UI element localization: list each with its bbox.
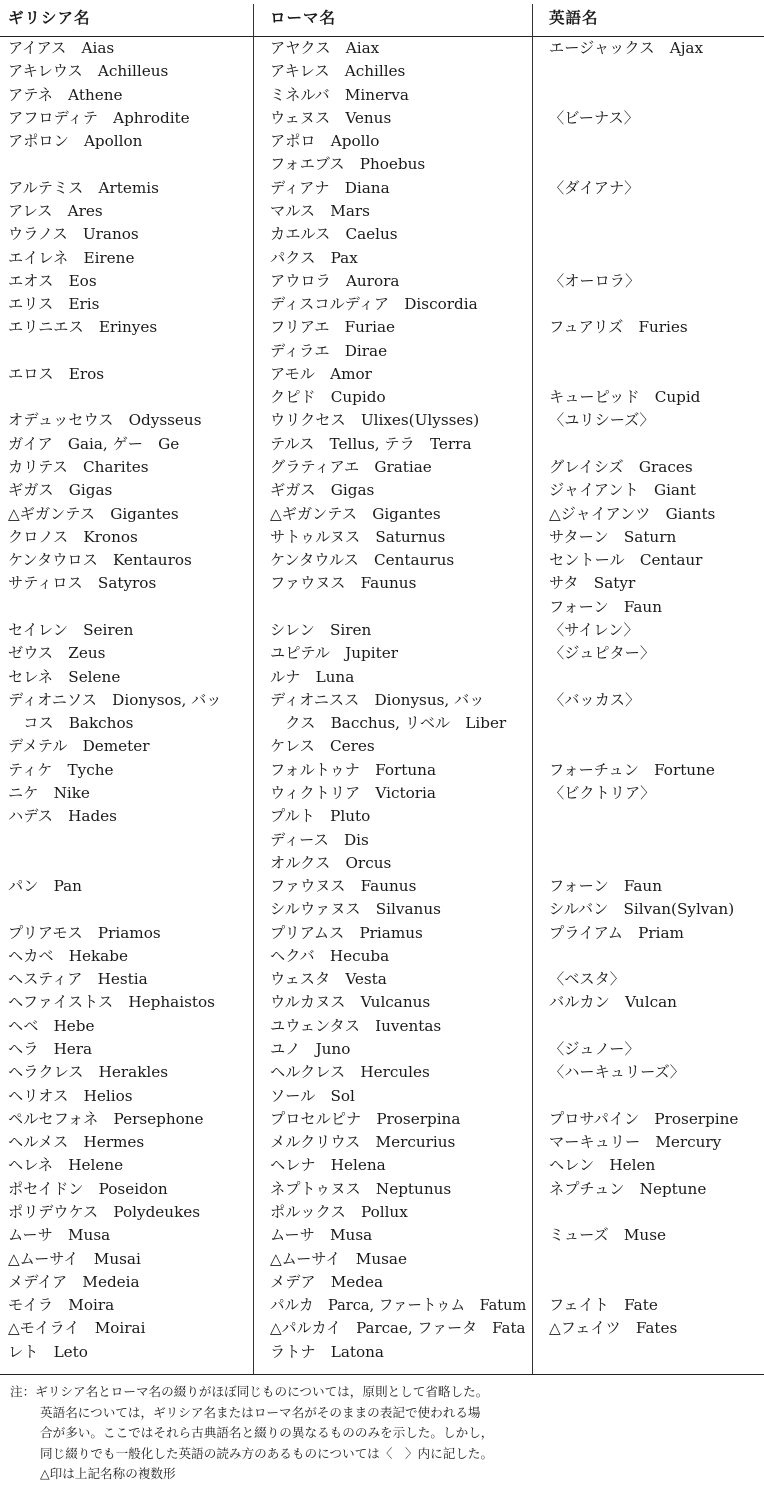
header-greek: ギリシア名 — [8, 9, 91, 27]
english-name: 〈バッカス〉 — [549, 690, 641, 709]
roman-name: ヘルクレス Hercules — [270, 1063, 430, 1082]
roman-name: フォルトゥナ Fortuna — [270, 760, 437, 779]
note-line: 同じ綴りでも一般化した英語の読み方のあるものについては〈 〉内に記した。 — [40, 1445, 494, 1461]
roman-name: カエルス Caelus — [270, 225, 398, 244]
roman-name: ディオニスス Dionysus, バッ — [270, 690, 485, 709]
greek-name: ポリデウケス Polydeukes — [8, 1203, 201, 1221]
english-name: キューピッド Cupid — [549, 388, 701, 407]
english-name: バルカン Vulcan — [549, 993, 677, 1012]
roman-name: ケレス Ceres — [270, 737, 375, 756]
greek-name: レト Leto — [8, 1342, 88, 1361]
english-name: フォーチュン Fortune — [549, 760, 715, 779]
greek-name: ウラノス Uranos — [8, 225, 139, 244]
roman-name: アキレス Achilles — [270, 62, 406, 81]
roman-name: ウェヌス Venus — [270, 108, 392, 127]
english-name: プライアム Priam — [549, 923, 684, 942]
table-header — [0, 0, 764, 37]
greek-name: ポセイドン Poseidon — [8, 1179, 168, 1198]
greek-name: エリニエス Erinyes — [8, 318, 158, 337]
english-name: 〈ビーナス〉 — [549, 108, 639, 127]
greek-name: ゼウス Zeus — [8, 644, 106, 663]
roman-name: △ギガンテス Gigantes — [270, 504, 441, 523]
roman-name: フリアエ Furiae — [270, 318, 396, 337]
roman-name: フォエブス Phoebus — [270, 155, 426, 174]
english-name: ヘレン Helen — [549, 1156, 656, 1175]
roman-name: ユノ Juno — [270, 1040, 351, 1059]
roman-name: アヤクス Aiax — [270, 39, 380, 57]
greek-name: ヘファイストス Hephaistos — [8, 993, 215, 1012]
roman-name: ミネルバ Minerva — [270, 85, 409, 104]
roman-name: シルウァヌス Silvanus — [270, 900, 441, 919]
roman-name: ムーサ Musa — [270, 1226, 373, 1245]
roman-name: プルト Pluto — [270, 807, 371, 826]
roman-name: アポロ Apollo — [270, 132, 380, 151]
english-name: 〈オーロラ〉 — [549, 271, 641, 290]
english-name: フェイト Fate — [549, 1296, 658, 1315]
greek-name: △モイライ Moirai — [8, 1319, 146, 1338]
roman-name: マルス Mars — [270, 201, 370, 220]
greek-name: アキレウス Achilleus — [8, 62, 169, 81]
english-name: マーキュリー Mercury — [549, 1133, 722, 1152]
roman-name: プロセルピナ Proserpina — [270, 1109, 461, 1128]
greek-name: ティケ Tyche — [8, 760, 114, 779]
roman-name: パルカ Parca, ファートゥム Fatum — [270, 1296, 527, 1315]
english-name: エージャックス Ajax — [549, 39, 704, 57]
roman-name: メデア Medea — [270, 1272, 384, 1291]
english-name: 〈ジュノー〉 — [549, 1040, 640, 1059]
roman-name: △パルカイ Parcae, ファータ Fata — [270, 1319, 526, 1338]
greek-name: セイレン Seiren — [8, 621, 134, 639]
english-name: ミューズ Muse — [549, 1226, 666, 1245]
greek-name: ペルセフォネ Persephone — [8, 1109, 204, 1128]
greek-name: オデュッセウス Odysseus — [8, 411, 202, 430]
column-divider-1 — [253, 4, 254, 1374]
greek-name: アポロン Apollon — [8, 132, 143, 151]
roman-name: ウリクセス Ulixes(Ulysses) — [270, 411, 480, 430]
greek-name: コス Bakchos — [8, 714, 134, 733]
roman-name: ウルカヌス Vulcanus — [270, 993, 431, 1012]
roman-name: ラトナ Latona — [270, 1342, 384, 1361]
english-name: 〈ハーキュリーズ〉 — [549, 1063, 685, 1082]
greek-name: クロノス Kronos — [8, 527, 138, 546]
greek-name: ガイア Gaia, ゲー Ge — [8, 434, 180, 453]
roman-name: オルクス Orcus — [270, 853, 392, 872]
roman-name: ファウヌス Faunus — [270, 877, 417, 896]
roman-name: ヘレナ Helena — [270, 1156, 386, 1175]
greek-name: ギガス Gigas — [8, 481, 113, 500]
roman-name: クス Bacchus, リベル Liber — [270, 714, 507, 733]
greek-name: ヘスティア Hestia — [8, 970, 148, 989]
roman-name: アモル Amor — [270, 364, 372, 383]
english-name: サターン Saturn — [549, 527, 677, 546]
roman-name: ウィクトリア Victoria — [270, 783, 436, 802]
greek-name: ハデス Hades — [8, 807, 117, 826]
greek-name: メデイア Medeia — [8, 1272, 140, 1291]
roman-name: ソール Sol — [270, 1086, 355, 1105]
greek-name: エリス Eris — [8, 295, 100, 314]
greek-name: ヘベ Hebe — [8, 1016, 95, 1035]
footnotes — [10, 1382, 550, 1485]
greek-name: ヘラ Hera — [8, 1040, 93, 1059]
roman-name: シレン Siren — [270, 621, 372, 639]
greek-name: ヘリオス Helios — [8, 1086, 133, 1105]
english-name: △フェイツ Fates — [549, 1319, 678, 1338]
roman-name: ルナ Luna — [270, 667, 355, 686]
english-name: フォーン Faun — [549, 877, 662, 896]
english-name: ネプチュン Neptune — [549, 1179, 707, 1198]
greek-name: モイラ Moira — [8, 1296, 115, 1315]
roman-name: △ムーサイ Musae — [270, 1249, 407, 1268]
roman-name: プリアムス Priamus — [270, 923, 423, 942]
header-roman: ローマ名 — [270, 9, 337, 27]
roman-name: ウェスタ Vesta — [270, 970, 387, 989]
roman-name: ユウェンタス Iuventas — [270, 1016, 442, 1035]
note-line: 英語名については，ギリシア名またはローマ名がそのままの表記で使われる場 — [40, 1404, 481, 1420]
greek-name: セレネ Selene — [8, 667, 121, 686]
greek-name: アイアス Aias — [8, 39, 115, 57]
roman-name: パクス Pax — [270, 248, 358, 267]
english-name: フュアリズ Furies — [549, 318, 688, 337]
greek-name: カリテス Charites — [8, 458, 149, 477]
roman-name: ギガス Gigas — [270, 481, 375, 500]
greek-name: サティロス Satyros — [8, 574, 157, 593]
greek-name: ヘカベ Hekabe — [8, 946, 128, 965]
english-name: 〈ベスタ〉 — [549, 970, 625, 989]
header-english: 英語名 — [549, 9, 599, 27]
bottom-rule — [0, 1374, 764, 1375]
roman-name: グラティアエ Gratiae — [270, 458, 432, 477]
english-name: シルバン Silvan(Sylvan) — [549, 900, 735, 919]
roman-name: クピド Cupido — [270, 388, 386, 407]
english-name: サタ Satyr — [549, 574, 636, 593]
roman-name: ディラエ Dirae — [270, 341, 388, 360]
greek-name: エロス Eros — [8, 364, 105, 383]
english-name: 〈ジュピター〉 — [549, 644, 656, 663]
greek-name: ケンタウロス Kentauros — [8, 551, 192, 570]
greek-name: △ギガンテス Gigantes — [8, 504, 179, 523]
greek-name: エオス Eos — [8, 271, 97, 290]
greek-name: ヘルメス Hermes — [8, 1133, 145, 1152]
greek-name: プリアモス Priamos — [8, 923, 161, 942]
roman-name: テルス Tellus, テラ Terra — [270, 434, 472, 453]
greek-name: アルテミス Artemis — [8, 178, 159, 197]
greek-name: ニケ Nike — [8, 783, 90, 802]
roman-name: ディスコルディア Discordia — [270, 295, 478, 314]
greek-name: △ムーサイ Musai — [8, 1249, 141, 1268]
greek-name: アレス Ares — [8, 201, 103, 220]
roman-name: ディアナ Diana — [270, 178, 390, 197]
greek-name: アテネ Athene — [8, 85, 123, 104]
roman-name: ファウヌス Faunus — [270, 574, 417, 593]
roman-name: ディース Dis — [270, 830, 369, 849]
english-name: フォーン Faun — [549, 597, 662, 616]
roman-name: メルクリウス Mercurius — [270, 1133, 456, 1152]
note-line: 合が多い。ここではそれら古典語名と綴りの異なるもののみを示した。しかし， — [40, 1425, 494, 1440]
greek-name: デメテル Demeter — [8, 737, 150, 756]
greek-name: アフロディテ Aphrodite — [8, 108, 190, 127]
greek-name: ヘレネ Helene — [8, 1156, 124, 1175]
english-name: 〈ビクトリア〉 — [549, 783, 656, 802]
column-divider-2 — [532, 4, 533, 1374]
english-name: 〈ユリシーズ〉 — [549, 411, 655, 430]
roman-name: アウロラ Aurora — [270, 271, 400, 290]
greek-name: パン Pan — [8, 877, 82, 896]
english-name: 〈ダイアナ〉 — [549, 178, 640, 197]
roman-name: サトゥルヌス Saturnus — [270, 527, 446, 546]
english-name: △ジャイアンツ Giants — [549, 504, 716, 523]
english-name: セントール Centaur — [549, 551, 703, 570]
note-line: △印は上記名称の複数形 — [40, 1466, 176, 1481]
roman-name: ネプトゥヌス Neptunus — [270, 1179, 452, 1198]
greek-name: ムーサ Musa — [8, 1226, 111, 1245]
greek-name: エイレネ Eirene — [8, 248, 135, 267]
english-name: グレイシズ Graces — [549, 458, 693, 477]
greek-name: ヘラクレス Herakles — [8, 1063, 169, 1082]
english-name: 〈サイレン〉 — [549, 621, 639, 639]
roman-name: ポルックス Pollux — [270, 1203, 408, 1221]
roman-name: ケンタウルス Centaurus — [270, 551, 455, 570]
english-name: ジャイアント Giant — [549, 481, 696, 500]
roman-name: ヘクバ Hecuba — [270, 946, 390, 965]
roman-name: ユピテル Jupiter — [270, 644, 398, 663]
note-line: 注：ギリシア名とローマ名の綴りがほぼ同じものについては，原則として省略した。 — [10, 1384, 489, 1399]
greek-name: ディオニソス Dionysos, バッ — [8, 690, 222, 709]
english-name: プロサパイン Proserpine — [549, 1109, 739, 1128]
